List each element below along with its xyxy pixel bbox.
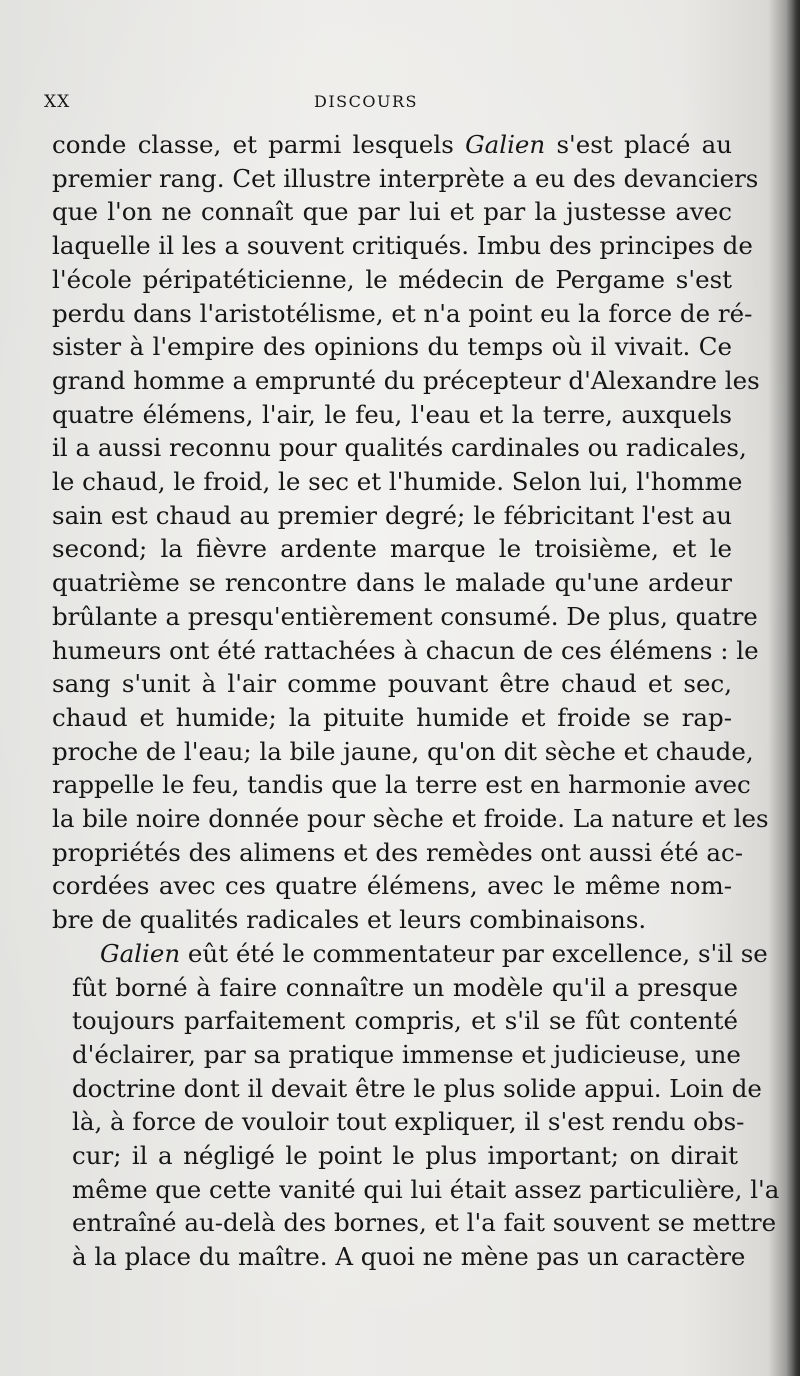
text-line	[72, 1208, 777, 1238]
text-line	[100, 938, 768, 969]
text-segment: là, à force de vouloir tout expliquer, il s'est rendu obs-	[72, 1107, 745, 1137]
text-line	[72, 1107, 745, 1137]
text-segment: propriétés des alimens et des remèdes ont aussi été ac-	[52, 837, 743, 867]
text-segment: brûlante a presqu'entièrement consumé. De plus, quatre	[52, 601, 758, 631]
text-line	[72, 1174, 780, 1205]
text-segment: premier rang. Cet illustre interprète a eu des devanciers	[52, 163, 759, 193]
text-segment: d'éclairer, par sa pratique immense et judicieuse, une	[72, 1039, 741, 1069]
text-segment: il a aussi reconnu pour qualités cardinales ou radicales,	[52, 433, 747, 463]
text-line	[52, 804, 769, 834]
text-segment: entraîné au-delà des bornes, et l'a fait souvent se mettre	[72, 1208, 777, 1238]
text-line	[52, 298, 753, 329]
text-segment: sister à l'empire des opinions du temps où il vivait. Ce	[52, 332, 732, 362]
text-segment: même que cette vanité qui lui était assez particulière, l'a	[72, 1174, 780, 1204]
text-line	[52, 265, 732, 295]
text-segment: cur; il a négligé le point le plus important; on dirait	[72, 1141, 738, 1170]
text-line	[52, 332, 732, 362]
italic-name: Galien	[100, 938, 181, 968]
text-segment: proche de l'eau; la bile jaune, qu'on dit sèche et chaude,	[52, 736, 754, 766]
text-segment: conde classe, et parmi lesquels	[52, 130, 466, 159]
text-line	[72, 1073, 762, 1104]
text-line	[72, 1141, 738, 1171]
text-segment: bre de qualités radicales et leurs combinaisons.	[52, 905, 647, 935]
text-line	[52, 501, 732, 531]
text-segment: à la place du maître. A quoi ne mène pas un caractère	[72, 1242, 746, 1272]
text-line	[72, 1242, 746, 1272]
text-segment: grand homme a emprunté du précepteur d'Alexandre les	[52, 365, 760, 395]
text-line	[52, 433, 747, 463]
text-segment: chaud et humide; la pituite humide et froide se rap-	[52, 702, 732, 732]
text-segment: sang s'unit à l'air comme pouvant être chaud et sec,	[52, 669, 732, 699]
text-segment: doctrine dont il devait être le plus solide appui. Loin de	[72, 1073, 762, 1103]
text-segment: perdu dans l'aristotélisme, et n'a point eu la force de ré-	[52, 298, 753, 328]
text-line	[52, 197, 732, 227]
text-line	[52, 400, 732, 430]
text-line	[72, 1006, 738, 1036]
text-line	[52, 163, 759, 194]
text-segment: sain est chaud au premier degré; le fébricitant l'est au	[52, 500, 732, 530]
text-segment: humeurs ont été rattachées à chacun de ces élémens : le	[52, 635, 759, 665]
text-segment: quatrième se rencontre dans le malade qu'une ardeur	[52, 568, 732, 598]
text-line	[52, 703, 732, 733]
text-line	[52, 736, 754, 767]
text-segment: laquelle il les a souvent critiqués. Imbu des principes de	[52, 231, 753, 261]
text-line	[52, 568, 732, 598]
text-line	[52, 231, 753, 261]
text-line	[52, 905, 732, 935]
text-line	[52, 635, 759, 666]
text-line	[52, 130, 732, 160]
text-segment: fût borné à faire connaître un modèle qu'il a presque	[72, 972, 738, 1002]
page-edge-shadow	[786, 0, 800, 1376]
text-line	[52, 669, 732, 699]
text-segment: que l'on ne connaît que par lui et par la justesse avec	[52, 197, 732, 227]
text-segment: l'école péripatéticienne, le médecin de Pergame s'est	[52, 264, 732, 294]
page-number: XX	[44, 92, 71, 112]
text-line	[72, 973, 738, 1003]
text-line	[52, 365, 760, 396]
text-segment: toujours parfaitement compris, et s'il se fût contenté	[72, 1006, 738, 1036]
text-segment: s'est placé au	[545, 130, 732, 159]
running-title: DISCOURS	[314, 92, 418, 111]
text-segment: la bile noire donnée pour sèche et froide. La nature et les	[52, 804, 769, 833]
text-segment: quatre élémens, l'air, le feu, l'eau et la terre, auxquels	[52, 399, 732, 429]
text-line	[52, 467, 743, 497]
text-segment: second; la fièvre ardente marque le troisième, et le	[52, 534, 732, 564]
text-segment: rappelle le feu, tandis que la terre est en harmonie avec	[52, 770, 751, 800]
text-segment: le chaud, le froid, le sec et l'humide. Selon lui, l'homme	[52, 467, 743, 496]
italic-name: Galien	[465, 130, 546, 159]
text-line	[52, 601, 758, 632]
text-line	[52, 534, 732, 564]
text-segment: cordées avec ces quatre élémens, avec le même nom-	[52, 871, 732, 901]
text-segment: eût été le commentateur par excellence, s'il se	[180, 938, 768, 968]
text-line	[52, 871, 732, 901]
page-header	[44, 92, 744, 116]
text-line	[52, 837, 743, 868]
text-line	[72, 1039, 741, 1070]
text-line	[52, 770, 751, 800]
